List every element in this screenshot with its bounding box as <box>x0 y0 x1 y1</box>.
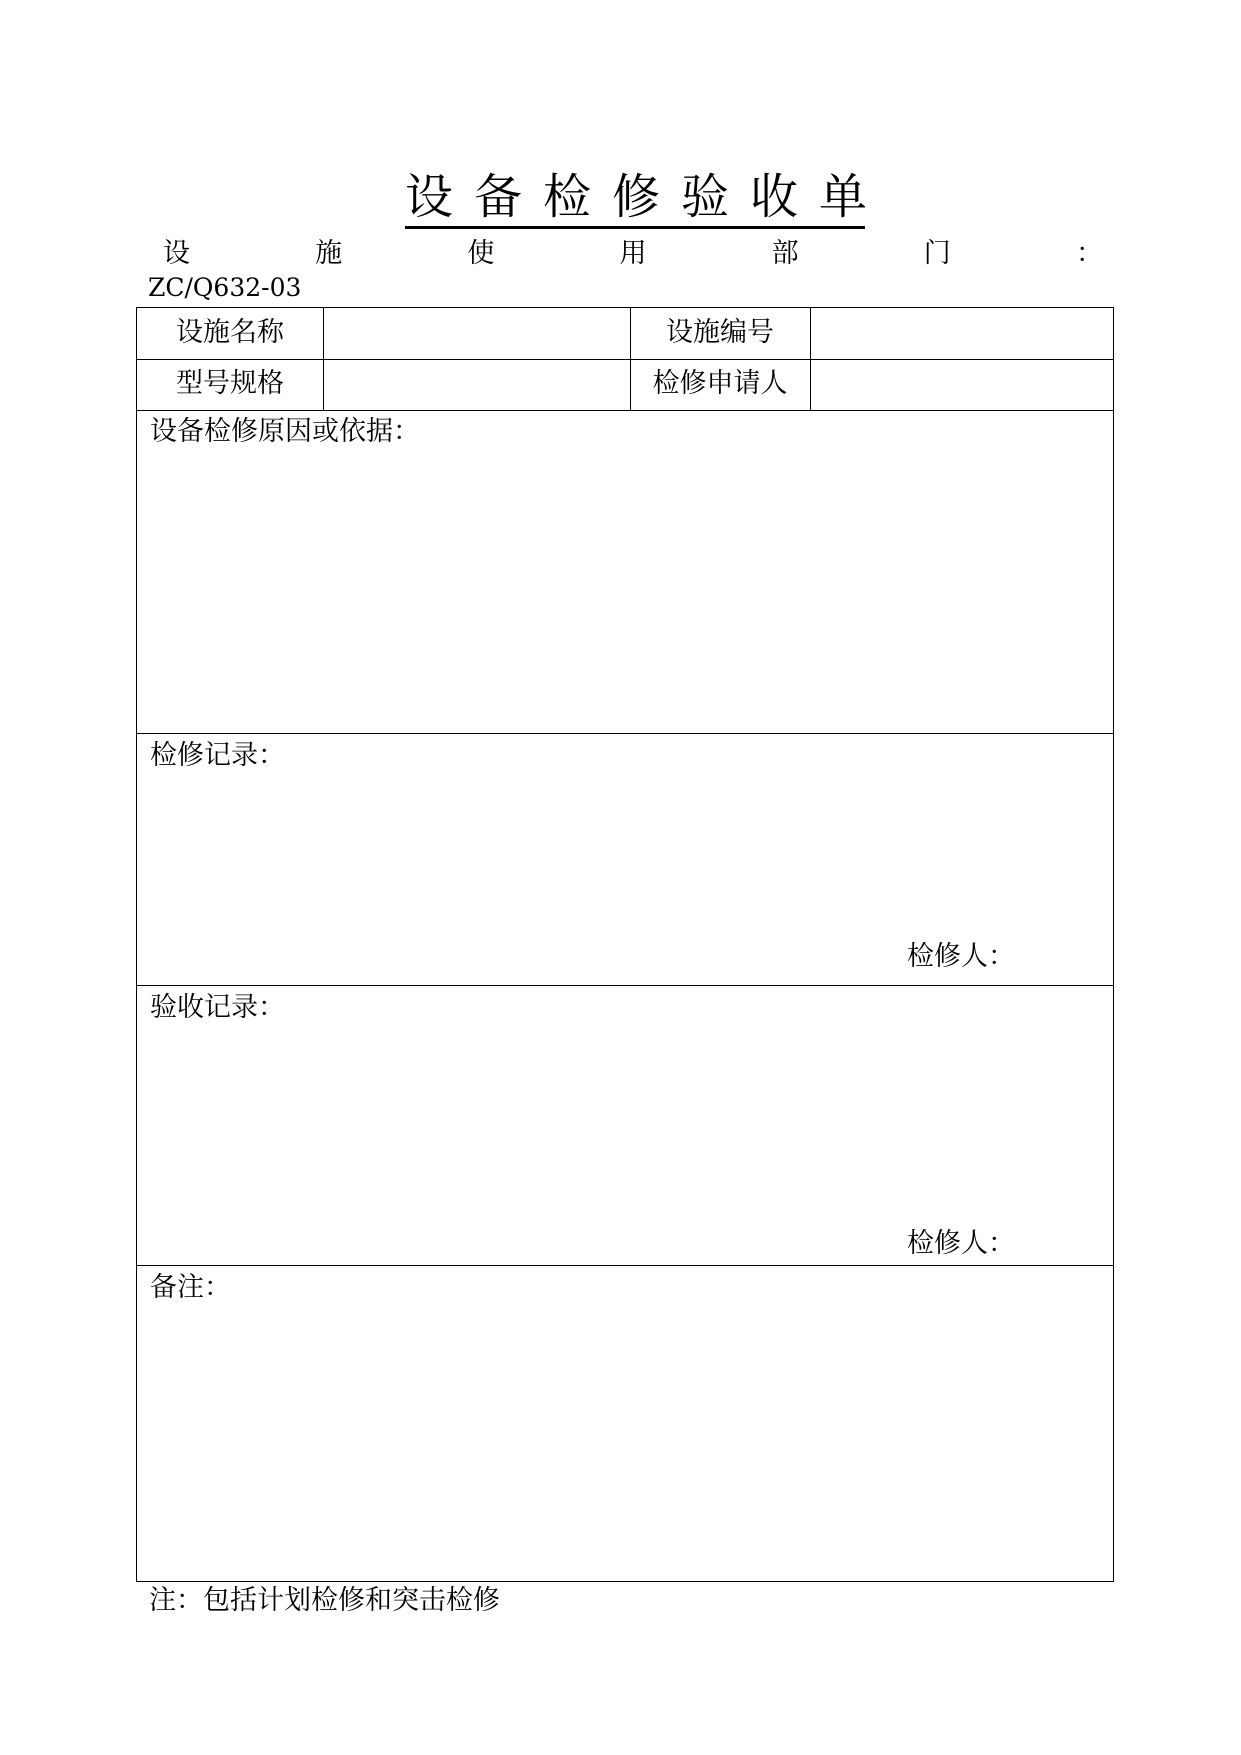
department-char: 用 <box>619 237 647 269</box>
department-line <box>163 230 1103 270</box>
repair-record-signer-label: 检修人： <box>907 941 1015 972</box>
row-divider <box>137 359 1113 360</box>
repair-applicant-label: 检修申请人 <box>652 368 788 399</box>
department-char: 使 <box>467 237 495 269</box>
acceptance-signer-label: 检修人： <box>907 1228 1015 1259</box>
department-char: 施 <box>315 237 343 269</box>
repair-record-label: 检修记录： <box>150 740 285 771</box>
column-divider <box>323 308 324 410</box>
row-divider <box>137 1265 1113 1266</box>
repair-reason-label: 设备检修原因或依据： <box>150 416 420 447</box>
facility-name-label: 设施名称 <box>176 317 284 348</box>
form-code: ZC/Q632-03 <box>148 273 302 302</box>
row-divider <box>137 733 1113 734</box>
page-title: 设备检修验收单 <box>405 168 865 229</box>
department-char: 部 <box>771 237 799 269</box>
row-divider <box>137 410 1113 411</box>
facility-number-label: 设施编号 <box>666 317 774 348</box>
department-char: 门 <box>923 237 951 269</box>
model-spec-label: 型号规格 <box>176 368 284 399</box>
inspection-form-table <box>136 307 1114 1582</box>
acceptance-record-label: 验收记录： <box>150 992 285 1023</box>
department-char: 设 <box>163 237 190 269</box>
column-divider <box>810 308 811 410</box>
remarks-label: 备注： <box>150 1272 231 1303</box>
row-divider <box>137 985 1113 986</box>
footnote: 注：包括计划检修和突击检修 <box>149 1585 500 1616</box>
department-colon: ： <box>1075 237 1103 269</box>
